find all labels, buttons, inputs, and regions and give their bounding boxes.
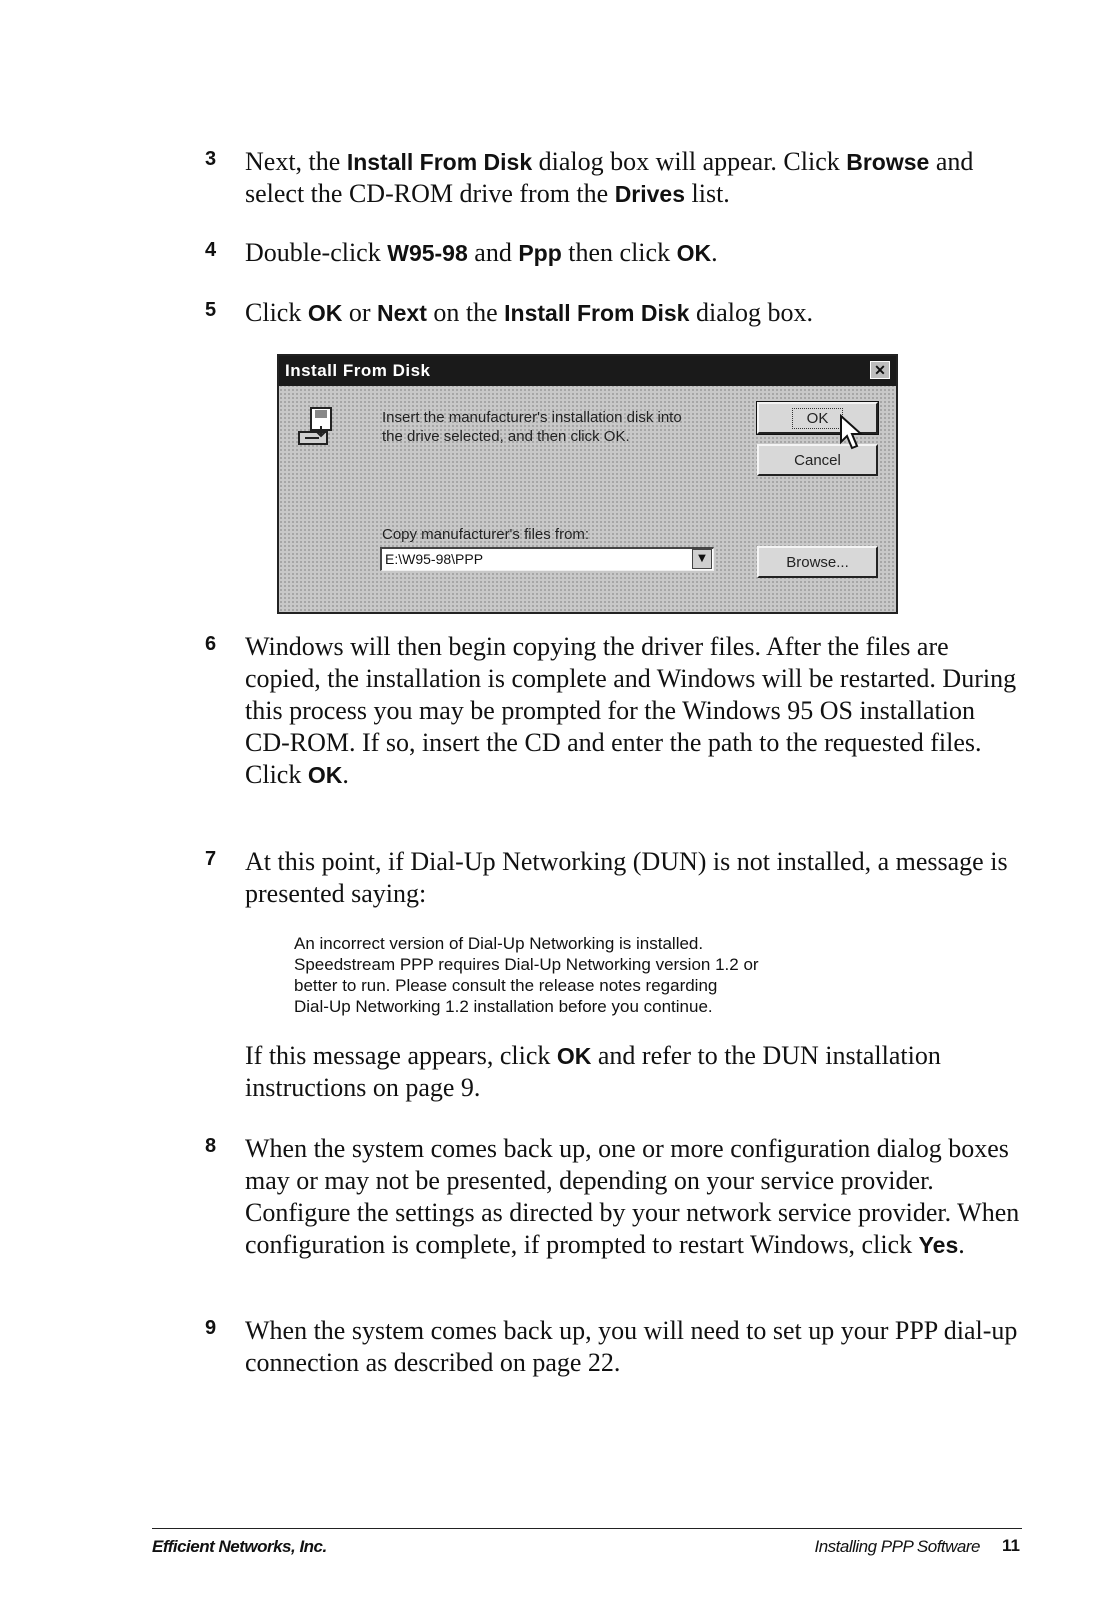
dropdown-arrow-icon[interactable]: ▼ bbox=[692, 549, 712, 569]
step-5 bbox=[205, 297, 1025, 329]
close-button[interactable]: ✕ bbox=[870, 361, 890, 379]
step-number: 4 bbox=[205, 239, 217, 261]
install-from-disk-dialog bbox=[277, 354, 898, 614]
step-text: When the system comes back up, you will need to set up your PPP dial-up connection as described on page 22. bbox=[245, 1316, 1018, 1377]
step-8 bbox=[205, 1133, 1025, 1261]
dialog-prompt: Insert the manufacturer's installation disk into the drive selected, and then click OK. bbox=[382, 409, 682, 445]
footer-rule bbox=[152, 1528, 1022, 1529]
step-9 bbox=[205, 1315, 1025, 1379]
dun-warning-message: An incorrect version of Dial-Up Networking is installed. Speedstream PPP requires Dial-Up Networking version 1.2 or better to run. Please consult the release notes regarding Dial-Up Networking 1.2 installation before you continue. bbox=[294, 934, 759, 1016]
browse-button[interactable]: Browse... bbox=[757, 546, 878, 578]
step-6 bbox=[205, 631, 1025, 791]
step-number: 9 bbox=[205, 1317, 217, 1339]
step-number: 3 bbox=[205, 148, 217, 170]
cancel-button[interactable]: Cancel bbox=[757, 444, 878, 476]
step-number: 7 bbox=[205, 848, 217, 870]
ok-button[interactable]: OK bbox=[757, 402, 878, 434]
step-4 bbox=[205, 237, 1025, 269]
step-number: 8 bbox=[205, 1135, 217, 1157]
step-3 bbox=[205, 146, 1025, 210]
step-text: Windows will then begin copying the driver files. After the files are copied, the installation is complete and Windows will be restarted. During this process you may be prompted for the Windows 95 OS installation CD-ROM. If so, insert the CD and enter the path to the requested files. Click OK. bbox=[245, 632, 1017, 789]
step-text: When the system comes back up, one or more configuration dialog boxes may or may not be presented, depending on your service provider. Configure the settings as directed by your network service provider. When configuration is complete, if prompted to restart Windows, click Yes. bbox=[245, 1134, 1020, 1259]
step-text: At this point, if Dial-Up Networking (DUN) is not installed, a message is presented saying: bbox=[245, 847, 1008, 908]
floppy-disk-icon bbox=[297, 406, 339, 446]
footer-company: Efficient Networks, Inc. bbox=[152, 1537, 327, 1556]
step-text: Double-click W95-98 and Ppp then click OK. bbox=[245, 238, 718, 267]
page-number: 11 bbox=[1002, 1536, 1020, 1555]
path-input[interactable]: E:\W95-98\PPP bbox=[380, 547, 714, 571]
dialog-titlebar bbox=[279, 356, 896, 386]
step-7 bbox=[205, 846, 1025, 910]
step-text: Click OK or Next on the Install From Disk dialog box. bbox=[245, 298, 813, 327]
footer-section-title: Installing PPP Software bbox=[814, 1537, 980, 1556]
dialog-title: Install From Disk bbox=[285, 361, 431, 380]
mouse-pointer-icon bbox=[839, 414, 865, 452]
step-text: Next, the Install From Disk dialog box will appear. Click Browse and select the CD-ROM drive from the Drives list. bbox=[245, 147, 974, 208]
step-number: 6 bbox=[205, 633, 217, 655]
followup-paragraph: If this message appears, click OK and refer to the DUN installation instructions on page 9. bbox=[245, 1041, 941, 1102]
step-number: 5 bbox=[205, 299, 217, 321]
copy-files-label: Copy manufacturer's files from: bbox=[382, 526, 590, 543]
